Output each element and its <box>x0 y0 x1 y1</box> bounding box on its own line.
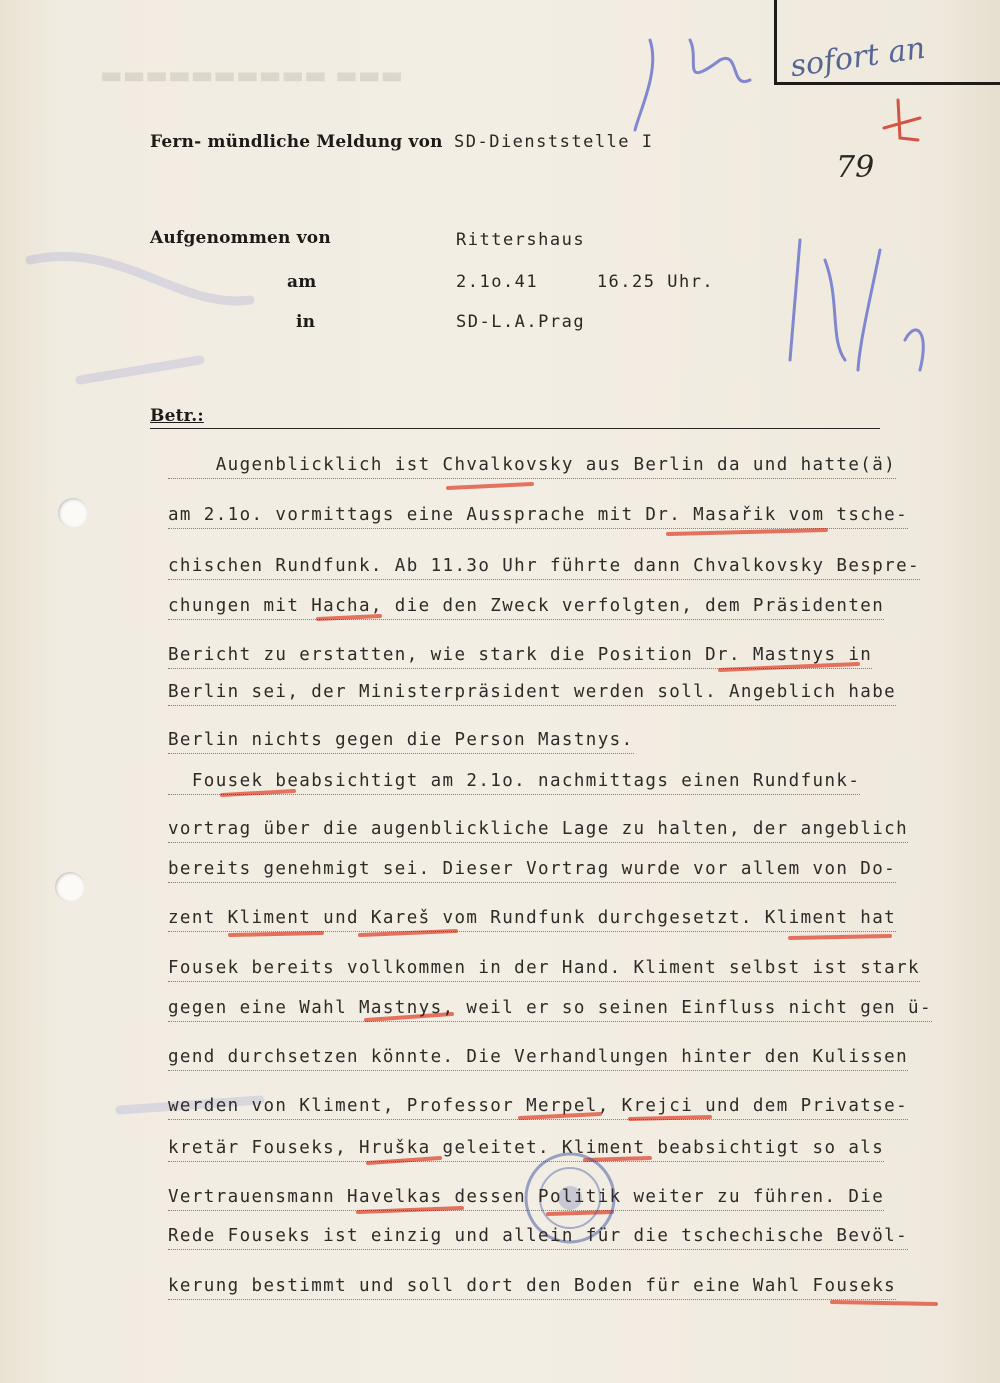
body-line: Fousek bereits vollkommen in der Hand. Kliment selbst ist stark <box>168 958 920 982</box>
label-from: Fern- mündliche Meldung von <box>150 132 443 152</box>
body-line: kretär Fouseks, Hruška geleitet. Kliment beabsichtigt so als <box>168 1138 884 1162</box>
blue-stroke <box>635 40 653 130</box>
body-line: gegen eine Wahl Mastnys, weil er so seinen Einfluss nicht gen ü- <box>168 998 932 1022</box>
underline-chvalkovsky <box>448 484 532 488</box>
label-received-by: Aufgenommen von <box>150 228 331 248</box>
value-on: 2.1o.41 16.25 Uhr. <box>456 272 715 292</box>
body-line: chungen mit Hacha, die den Zweck verfolgten, dem Präsidenten <box>168 596 884 620</box>
underline-fouseks <box>832 1302 936 1304</box>
subject-line <box>150 428 880 429</box>
blue-stroke <box>905 330 923 370</box>
underline-masarik <box>668 530 826 534</box>
label-on: am <box>287 272 317 292</box>
body-line: Berlin sei, der Ministerpräsident werden soll. Angeblich habe <box>168 682 896 706</box>
label-subject: Betr.: <box>150 406 204 426</box>
body-line: bereits genehmigt sei. Dieser Vortrag wurde vor allem von Do- <box>168 859 896 883</box>
body-line: am 2.1o. vormittags eine Aussprache mit Dr. Masařik vom tsche- <box>168 505 908 529</box>
blue-stroke <box>825 260 845 360</box>
body-line: kerung bestimmt und soll dort den Boden für eine Wahl Fouseks <box>168 1276 896 1300</box>
value-from: SD-Dienststelle I <box>454 132 654 152</box>
body-line: Vertrauensmann Havelkas dessen Politik weiter zu führen. Die <box>168 1187 884 1211</box>
value-in: SD-L.A.Prag <box>456 312 586 332</box>
value-received-by: Rittershaus <box>456 230 586 250</box>
punch-hole <box>58 498 88 528</box>
body-line: Augenblicklich ist Chvalkovsky aus Berlin da und hatte(ä) <box>168 455 896 479</box>
label-in: in <box>296 312 316 332</box>
body-line: werden von Kliment, Professor Merpel, Krejci und dem Privatse- <box>168 1096 908 1120</box>
body-line: Fousek beabsichtigt am 2.1o. nachmittags einen Rundfunk- <box>168 771 860 795</box>
body-line: chischen Rundfunk. Ab 11.3o Uhr führte dann Chvalkovsky Bespre- <box>168 556 920 580</box>
red-mark <box>898 100 918 140</box>
punch-hole <box>55 872 85 902</box>
reverse-show-through: ▬▬▬ ▬▬▬▬▬▬▬▬▬▬ <box>100 60 404 89</box>
body-line: Berlin nichts gegen die Person Mastnys. <box>168 730 634 754</box>
body-line: gend durchsetzen könnte. Die Verhandlungen hinter den Kulissen <box>168 1047 908 1071</box>
body-line: Rede Fouseks ist einzig und allein für die tschechische Bevöl- <box>168 1226 908 1250</box>
body-line: vortrag über die augenblickliche Lage zu halten, der angeblich <box>168 819 908 843</box>
blue-stroke <box>690 40 750 82</box>
blue-stroke <box>858 250 880 370</box>
underline-names <box>230 931 890 938</box>
body-line: Bericht zu erstatten, wie stark die Position Dr. Mastnys in <box>168 645 872 669</box>
body-line: zent Kliment und Kareš vom Rundfunk durchgesetzt. Kliment hat <box>168 908 896 932</box>
corner-note: sofort an <box>788 30 928 85</box>
blue-stroke <box>790 240 800 360</box>
page-number: 79 <box>836 150 875 185</box>
red-mark <box>884 118 920 128</box>
